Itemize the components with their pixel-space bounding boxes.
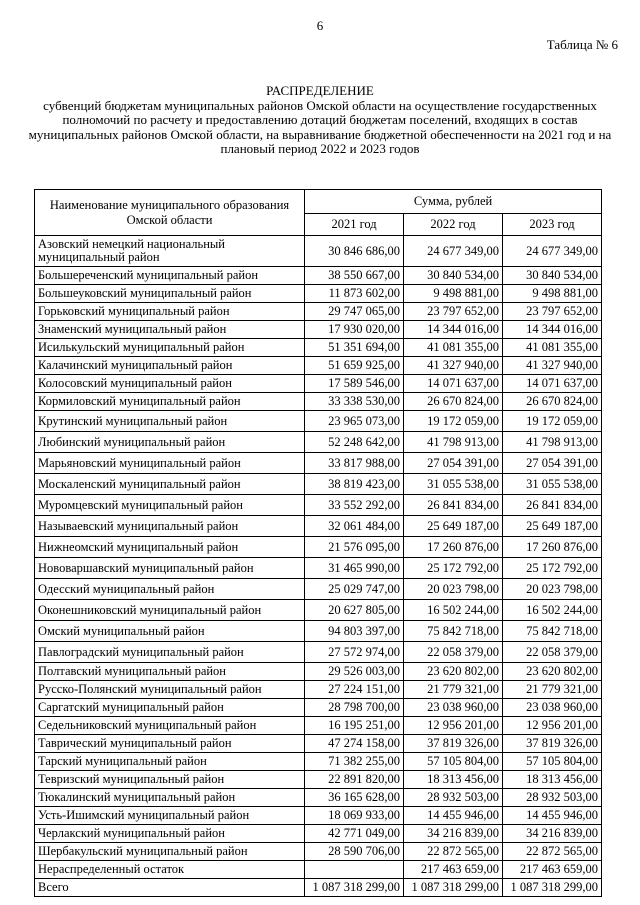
table-row (35, 825, 602, 843)
row-2023-cell: 41 798 913,00 (503, 432, 602, 453)
page-number: 6 (316, 18, 324, 33)
table-row (35, 558, 602, 579)
row-name-cell: Колосовский муниципальный район (35, 375, 305, 393)
table-row (35, 843, 602, 861)
row-name-cell: Оконешниковский муниципальный район (35, 600, 305, 621)
row-2022-cell: 14 344 016,00 (404, 321, 503, 339)
row-2021-cell: 30 846 686,00 (305, 236, 404, 267)
table-row (35, 681, 602, 699)
table-label: Таблица № 6 (546, 37, 618, 52)
row-2021-cell: 38 550 667,00 (305, 267, 404, 285)
row-name-cell: Омский муниципальный район (35, 621, 305, 642)
row-2021-cell: 33 552 292,00 (305, 495, 404, 516)
row-2023-cell: 18 313 456,00 (503, 771, 602, 789)
row-name-cell: Всего (35, 879, 305, 897)
table-row (35, 861, 602, 879)
table-row (35, 621, 602, 642)
row-2023-cell: 22 058 379,00 (503, 642, 602, 663)
row-name-cell: Павлоградский муниципальный район (35, 642, 305, 663)
table-row (35, 537, 602, 558)
row-name-cell: Одесский муниципальный район (35, 579, 305, 600)
row-2021-cell: 25 029 747,00 (305, 579, 404, 600)
title-line: плановый период 2022 и 2023 годов (220, 141, 420, 156)
row-2021-cell: 36 165 628,00 (305, 789, 404, 807)
row-name-cell: Тюкалинский муниципальный район (35, 789, 305, 807)
row-2022-cell: 25 172 792,00 (404, 558, 503, 579)
row-2022-cell: 25 649 187,00 (404, 516, 503, 537)
row-name-cell: Крутинский муниципальный район (35, 411, 305, 432)
row-2022-cell: 1 087 318 299,00 (404, 879, 503, 897)
row-2023-cell: 12 956 201,00 (503, 717, 602, 735)
row-2023-cell: 27 054 391,00 (503, 453, 602, 474)
row-2022-cell: 22 872 565,00 (404, 843, 503, 861)
table-row (35, 267, 602, 285)
row-2021-cell: 42 771 049,00 (305, 825, 404, 843)
row-2023-cell: 41 327 940,00 (503, 357, 602, 375)
row-2021-cell: 11 873 602,00 (305, 285, 404, 303)
table-row (35, 735, 602, 753)
row-2023-cell: 26 670 824,00 (503, 393, 602, 411)
row-2021-cell: 52 248 642,00 (305, 432, 404, 453)
row-name-cell: Седельниковский муниципальный район (35, 717, 305, 735)
row-2021-cell: 71 382 255,00 (305, 753, 404, 771)
row-2022-cell: 27 054 391,00 (404, 453, 503, 474)
row-2023-cell: 28 932 503,00 (503, 789, 602, 807)
table-row (35, 771, 602, 789)
distribution-table (34, 189, 602, 897)
row-name-cell: Таврический муниципальный район (35, 735, 305, 753)
title-line: субвенций бюджетам муниципальных районов Омской области на осуществление государственных (43, 97, 597, 113)
document-title (0, 84, 640, 157)
row-2021-cell: 17 589 546,00 (305, 375, 404, 393)
row-name-cell: Нововаршавский муниципальный район (35, 558, 305, 579)
row-2023-cell: 14 344 016,00 (503, 321, 602, 339)
row-name-cell: Большеуковский муниципальный район (35, 285, 305, 303)
row-2023-cell: 31 055 538,00 (503, 474, 602, 495)
row-2021-cell: 27 572 974,00 (305, 642, 404, 663)
row-2022-cell: 37 819 326,00 (404, 735, 503, 753)
row-2022-cell: 23 797 652,00 (404, 303, 503, 321)
table-row (35, 453, 602, 474)
row-2022-cell: 26 670 824,00 (404, 393, 503, 411)
row-2022-cell: 20 023 798,00 (404, 579, 503, 600)
row-2023-cell: 30 840 534,00 (503, 267, 602, 285)
row-2021-cell: 94 803 397,00 (305, 621, 404, 642)
row-name-cell: Шербакульский муниципальный район (35, 843, 305, 861)
table-row (35, 516, 602, 537)
row-2022-cell: 34 216 839,00 (404, 825, 503, 843)
header-year: 2023 год (503, 214, 602, 236)
row-2022-cell: 41 798 913,00 (404, 432, 503, 453)
row-2023-cell: 23 038 960,00 (503, 699, 602, 717)
table-row (35, 474, 602, 495)
table-row (35, 879, 602, 897)
row-name-cell: Черлакский муниципальный район (35, 825, 305, 843)
row-2023-cell: 25 649 187,00 (503, 516, 602, 537)
row-name-cell: Знаменский муниципальный район (35, 321, 305, 339)
row-2023-cell: 21 779 321,00 (503, 681, 602, 699)
table-row (35, 375, 602, 393)
row-2022-cell: 19 172 059,00 (404, 411, 503, 432)
row-2023-cell: 34 216 839,00 (503, 825, 602, 843)
header-year: 2021 год (305, 214, 404, 236)
row-2022-cell: 41 081 355,00 (404, 339, 503, 357)
row-name-cell: Горьковский муниципальный район (35, 303, 305, 321)
table-row (35, 495, 602, 516)
row-2021-cell: 16 195 251,00 (305, 717, 404, 735)
table-row (35, 285, 602, 303)
row-2023-cell: 22 872 565,00 (503, 843, 602, 861)
table-row (35, 236, 602, 267)
table-header-row (35, 190, 602, 214)
row-2021-cell: 38 819 423,00 (305, 474, 404, 495)
row-2021-cell: 18 069 933,00 (305, 807, 404, 825)
table-row (35, 663, 602, 681)
row-name-cell: Усть-Ишимский муниципальный район (35, 807, 305, 825)
row-name-cell: Москаленский муниципальный район (35, 474, 305, 495)
row-2022-cell: 23 620 802,00 (404, 663, 503, 681)
row-2021-cell: 51 659 925,00 (305, 357, 404, 375)
table-row (35, 357, 602, 375)
row-2022-cell: 9 498 881,00 (404, 285, 503, 303)
row-2022-cell: 16 502 244,00 (404, 600, 503, 621)
row-2021-cell: 47 274 158,00 (305, 735, 404, 753)
table-row (35, 807, 602, 825)
table-row (35, 699, 602, 717)
row-2021-cell: 51 351 694,00 (305, 339, 404, 357)
row-2022-cell: 21 779 321,00 (404, 681, 503, 699)
row-2021-cell: 28 798 700,00 (305, 699, 404, 717)
row-2022-cell: 14 455 946,00 (404, 807, 503, 825)
table-row (35, 789, 602, 807)
row-2022-cell: 18 313 456,00 (404, 771, 503, 789)
row-name-cell: Тарский муниципальный район (35, 753, 305, 771)
table-row (35, 432, 602, 453)
row-2022-cell: 57 105 804,00 (404, 753, 503, 771)
row-name-cell: Марьяновский муниципальный район (35, 453, 305, 474)
row-2021-cell: 29 747 065,00 (305, 303, 404, 321)
row-2021-cell: 31 465 990,00 (305, 558, 404, 579)
row-name-cell: Полтавский муниципальный район (35, 663, 305, 681)
row-2021-cell: 20 627 805,00 (305, 600, 404, 621)
row-2021-cell: 21 576 095,00 (305, 537, 404, 558)
row-2023-cell: 19 172 059,00 (503, 411, 602, 432)
row-2022-cell: 30 840 534,00 (404, 267, 503, 285)
row-name-cell: Любинский муниципальный район (35, 432, 305, 453)
row-2022-cell: 23 038 960,00 (404, 699, 503, 717)
row-2023-cell: 41 081 355,00 (503, 339, 602, 357)
table-row (35, 303, 602, 321)
row-2023-cell: 14 071 637,00 (503, 375, 602, 393)
row-2021-cell: 29 526 003,00 (305, 663, 404, 681)
row-2022-cell: 17 260 876,00 (404, 537, 503, 558)
row-name-cell: Калачинский муниципальный район (35, 357, 305, 375)
row-2023-cell: 17 260 876,00 (503, 537, 602, 558)
row-2023-cell: 14 455 946,00 (503, 807, 602, 825)
row-2022-cell: 41 327 940,00 (404, 357, 503, 375)
table-row (35, 600, 602, 621)
row-2022-cell: 12 956 201,00 (404, 717, 503, 735)
row-name-cell: Называевский муниципальный район (35, 516, 305, 537)
table-row (35, 339, 602, 357)
row-2022-cell: 28 932 503,00 (404, 789, 503, 807)
row-2023-cell: 23 620 802,00 (503, 663, 602, 681)
row-2023-cell: 37 819 326,00 (503, 735, 602, 753)
row-2022-cell: 26 841 834,00 (404, 495, 503, 516)
row-2021-cell: 17 930 020,00 (305, 321, 404, 339)
header-sum: Сумма, рублей (305, 190, 602, 214)
row-2022-cell: 217 463 659,00 (404, 861, 503, 879)
row-2023-cell: 75 842 718,00 (503, 621, 602, 642)
table-row (35, 411, 602, 432)
row-2021-cell: 27 224 151,00 (305, 681, 404, 699)
row-name-cell: Нераспределенный остаток (35, 861, 305, 879)
row-2022-cell: 24 677 349,00 (404, 236, 503, 267)
row-2022-cell: 31 055 538,00 (404, 474, 503, 495)
row-2023-cell: 217 463 659,00 (503, 861, 602, 879)
title-line: муниципальных районов Омской области, на выравнивание бюджетной обеспеченности на 2021 год и на (28, 126, 612, 142)
row-2023-cell: 23 797 652,00 (503, 303, 602, 321)
row-2022-cell: 75 842 718,00 (404, 621, 503, 642)
row-2021-cell: 32 061 484,00 (305, 516, 404, 537)
table-row (35, 321, 602, 339)
row-name-cell: Тевризский муниципальный район (35, 771, 305, 789)
row-2023-cell: 1 087 318 299,00 (503, 879, 602, 897)
title-heading: РАСПРЕДЕЛЕНИЕ (266, 83, 374, 98)
table-row (35, 717, 602, 735)
row-2023-cell: 9 498 881,00 (503, 285, 602, 303)
row-2021-cell (305, 861, 404, 879)
row-2023-cell: 20 023 798,00 (503, 579, 602, 600)
row-2023-cell: 25 172 792,00 (503, 558, 602, 579)
row-name-cell: Саргатский муниципальный район (35, 699, 305, 717)
row-2022-cell: 22 058 379,00 (404, 642, 503, 663)
row-name-cell: Нижнеомский муниципальный район (35, 537, 305, 558)
row-name-cell: Кормиловский муниципальный район (35, 393, 305, 411)
row-name-cell: Большереченский муниципальный район (35, 267, 305, 285)
row-2021-cell: 33 338 530,00 (305, 393, 404, 411)
header-name: Наименование муниципального образования Омской области (35, 190, 305, 236)
table-row (35, 642, 602, 663)
title-line: полномочий по расчету и предоставлению дотаций бюджетам поселений, входящих в состав (62, 112, 578, 127)
row-2021-cell: 23 965 073,00 (305, 411, 404, 432)
row-2022-cell: 14 071 637,00 (404, 375, 503, 393)
table-row (35, 579, 602, 600)
row-2023-cell: 57 105 804,00 (503, 753, 602, 771)
row-name-cell: Азовский немецкий национальный муниципальный район (35, 236, 305, 267)
row-2021-cell: 33 817 988,00 (305, 453, 404, 474)
header-year: 2022 год (404, 214, 503, 236)
row-2023-cell: 26 841 834,00 (503, 495, 602, 516)
row-2021-cell: 28 590 706,00 (305, 843, 404, 861)
row-2021-cell: 1 087 318 299,00 (305, 879, 404, 897)
table-row (35, 753, 602, 771)
row-name-cell: Муромцевский муниципальный район (35, 495, 305, 516)
table-row (35, 393, 602, 411)
row-name-cell: Исилькульский муниципальный район (35, 339, 305, 357)
row-2023-cell: 16 502 244,00 (503, 600, 602, 621)
row-name-cell: Русско-Полянский муниципальный район (35, 681, 305, 699)
row-2023-cell: 24 677 349,00 (503, 236, 602, 267)
row-2021-cell: 22 891 820,00 (305, 771, 404, 789)
